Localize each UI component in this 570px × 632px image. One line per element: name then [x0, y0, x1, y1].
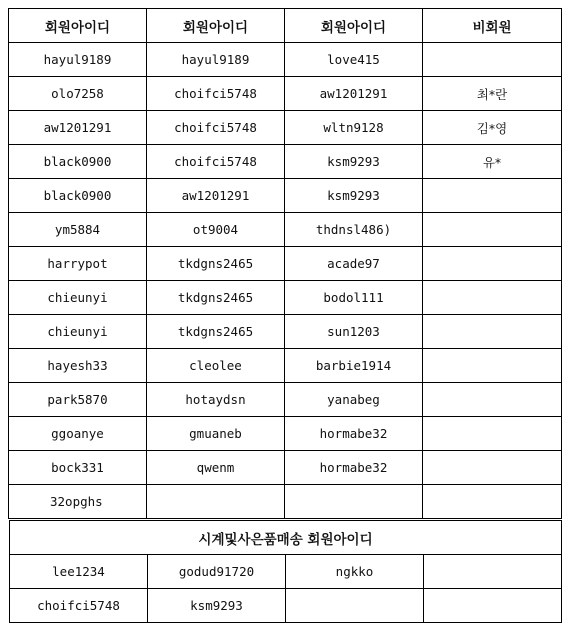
non-member-cell — [423, 281, 562, 315]
table-row — [9, 43, 562, 77]
non-member-cell — [423, 349, 562, 383]
member-id-cell: aw1201291 — [9, 111, 147, 145]
member-id-cell — [285, 485, 423, 519]
member-id-cell: tkdgns2465 — [147, 281, 285, 315]
header-cell: 회원아이디 — [147, 9, 285, 43]
gift-member-id-cell — [286, 589, 424, 623]
table-row — [9, 281, 562, 315]
member-id-cell: ksm9293 — [285, 145, 423, 179]
gift-title-row — [10, 521, 562, 555]
table-row — [10, 555, 562, 589]
table-row — [9, 485, 562, 519]
member-id-cell: hayesh33 — [9, 349, 147, 383]
gift-table — [9, 520, 562, 623]
member-id-cell: choifci5748 — [147, 77, 285, 111]
non-member-cell — [423, 485, 562, 519]
member-id-cell: chieunyi — [9, 315, 147, 349]
member-id-cell: gmuaneb — [147, 417, 285, 451]
non-member-cell: 유* — [423, 145, 562, 179]
member-id-cell: aw1201291 — [147, 179, 285, 213]
member-id-cell: cleolee — [147, 349, 285, 383]
table-row — [9, 77, 562, 111]
table-row — [9, 213, 562, 247]
table-row — [9, 315, 562, 349]
member-id-cell: yanabeg — [285, 383, 423, 417]
table-row — [9, 111, 562, 145]
member-id-cell — [147, 485, 285, 519]
gift-member-id-cell: lee1234 — [10, 555, 148, 589]
member-id-cell: black0900 — [9, 145, 147, 179]
header-row — [9, 9, 562, 43]
member-id-cell: barbie1914 — [285, 349, 423, 383]
member-id-cell: ksm9293 — [285, 179, 423, 213]
non-member-cell — [423, 247, 562, 281]
member-id-cell: choifci5748 — [147, 111, 285, 145]
member-id-cell: 32opghs — [9, 485, 147, 519]
member-id-cell: aw1201291 — [285, 77, 423, 111]
members-table — [8, 8, 562, 519]
table-row — [10, 589, 562, 623]
table-row — [9, 349, 562, 383]
member-id-cell: choifci5748 — [147, 145, 285, 179]
member-id-cell: hormabe32 — [285, 417, 423, 451]
table-row — [9, 145, 562, 179]
member-id-cell: harrypot — [9, 247, 147, 281]
member-id-cell: bock331 — [9, 451, 147, 485]
table-row — [9, 417, 562, 451]
gift-member-id-cell: ngkko — [286, 555, 424, 589]
member-id-cell: hormabe32 — [285, 451, 423, 485]
member-id-cell: black0900 — [9, 179, 147, 213]
table-row — [9, 179, 562, 213]
non-member-cell — [423, 383, 562, 417]
gift-member-id-cell — [424, 589, 562, 623]
gift-member-id-cell: godud91720 — [148, 555, 286, 589]
member-id-cell: ym5884 — [9, 213, 147, 247]
member-id-cell: bodol111 — [285, 281, 423, 315]
member-id-cell: chieunyi — [9, 281, 147, 315]
non-member-cell — [423, 315, 562, 349]
gift-member-id-cell: ksm9293 — [148, 589, 286, 623]
member-id-cell: tkdgns2465 — [147, 315, 285, 349]
gift-table-title: 시계및사은품매송 회원아이디 — [10, 521, 562, 555]
header-cell: 회원아이디 — [9, 9, 147, 43]
table-row — [9, 247, 562, 281]
member-id-cell: love415 — [285, 43, 423, 77]
member-id-cell: park5870 — [9, 383, 147, 417]
non-member-cell — [423, 43, 562, 77]
member-id-cell: acade97 — [285, 247, 423, 281]
member-id-cell: hayul9189 — [9, 43, 147, 77]
header-cell: 비회원 — [423, 9, 562, 43]
non-member-cell — [423, 179, 562, 213]
non-member-cell — [423, 417, 562, 451]
non-member-cell — [423, 451, 562, 485]
table-row — [9, 451, 562, 485]
member-id-cell: sun1203 — [285, 315, 423, 349]
non-member-cell — [423, 213, 562, 247]
member-id-cell: qwenm — [147, 451, 285, 485]
member-id-cell: wltn9128 — [285, 111, 423, 145]
member-id-cell: thdnsl486) — [285, 213, 423, 247]
member-id-cell: ot9004 — [147, 213, 285, 247]
gift-member-id-cell: choifci5748 — [10, 589, 148, 623]
member-id-cell: hotaydsn — [147, 383, 285, 417]
member-id-cell: tkdgns2465 — [147, 247, 285, 281]
non-member-cell: 최*란 — [423, 77, 562, 111]
header-cell: 회원아이디 — [285, 9, 423, 43]
table-row — [9, 383, 562, 417]
member-id-cell: hayul9189 — [147, 43, 285, 77]
member-id-cell: ggoanye — [9, 417, 147, 451]
member-id-cell: olo7258 — [9, 77, 147, 111]
non-member-cell: 김*영 — [423, 111, 562, 145]
gift-member-id-cell — [424, 555, 562, 589]
